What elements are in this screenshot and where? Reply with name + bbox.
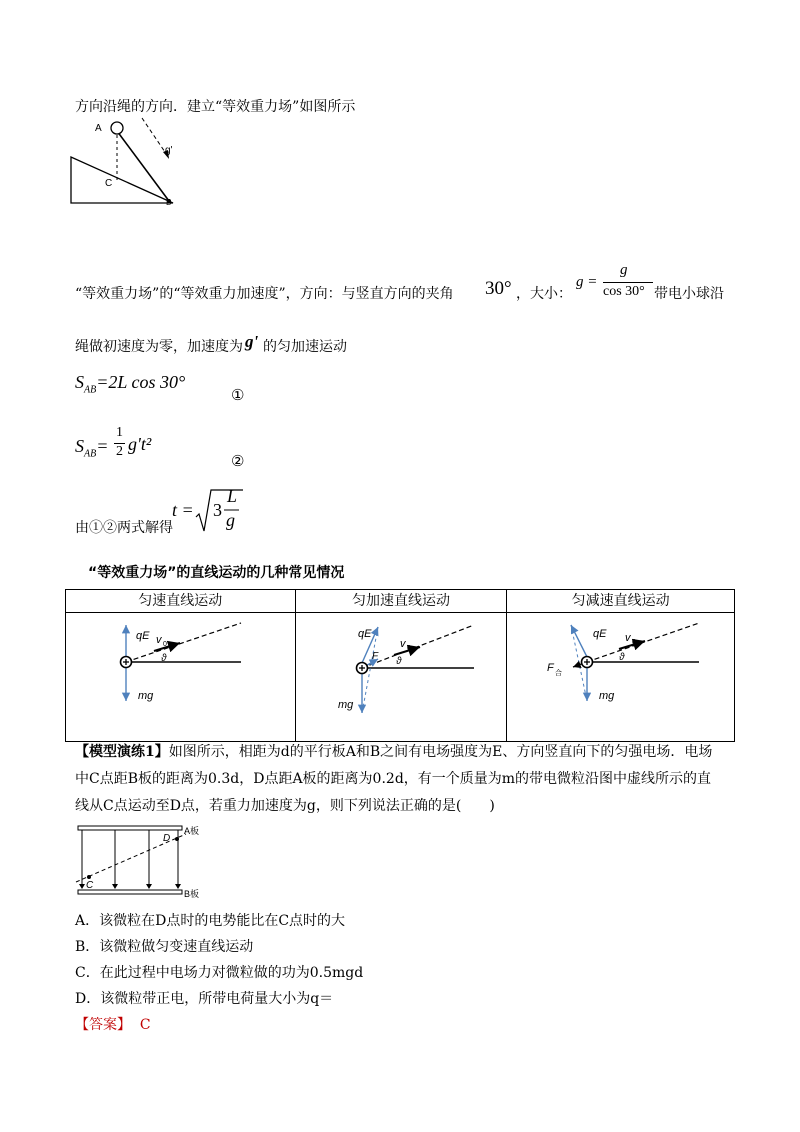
svg-text:0: 0 [406, 645, 411, 652]
header-accelerating: 匀加速直线运动 [295, 590, 507, 613]
option-b: B．该微粒做匀变速直线运动 [75, 939, 254, 955]
svg-text:mg: mg [337, 699, 353, 711]
figure-decelerating [507, 613, 735, 742]
label-a: A [95, 123, 102, 134]
svg-text:qE: qE [136, 630, 150, 642]
label-g-prime: g' [165, 145, 173, 156]
fraction-bar [603, 282, 653, 283]
svg-text:ϑ: ϑ [619, 652, 625, 663]
angle-value: 30° [485, 278, 512, 299]
svg-text:qE: qE [593, 628, 607, 640]
formula-denominator: cos 30° [603, 284, 645, 299]
section-title: “等效重力场”的直线运动的几种常见情况 [88, 565, 345, 581]
root-denominator: g [226, 510, 235, 530]
equiv-line-part3: 带电小球沿 [654, 286, 724, 302]
equivalent-gravity-figure [65, 115, 195, 210]
svg-text:ϑ: ϑ [161, 653, 167, 664]
motion-line-before: 绳做初速度为零，加速度为 [75, 339, 243, 355]
figure-accelerating [295, 613, 507, 742]
half-numerator: 1 [116, 425, 123, 440]
equation-2-mark: ② [231, 452, 245, 470]
option-a: A．该微粒在D点时的电势能比在C点时的大 [75, 913, 346, 929]
equation-2-rhs: g't² [128, 434, 152, 454]
intro-line: 方向沿绳的方向．建立“等效重力场”如图所示 [75, 99, 356, 115]
svg-text:0: 0 [163, 641, 167, 648]
equiv-line-part1: “等效重力场”的“等效重力加速度”，方向：与竖直方向的夹角 [75, 286, 454, 302]
equiv-line-part2: ，大小： [516, 286, 572, 302]
svg-text:mg: mg [138, 690, 154, 702]
header-decelerating: 匀减速直线运动 [507, 590, 735, 613]
problem-tag: 【模型演练1】 [75, 744, 169, 760]
problem-line-2: 中C点距B板的距离为0.3d，D点距A板的距离为0.2d，有一个质量为m的带电微粒沿图中虚线所示的直 [75, 771, 712, 787]
answer-value: C [139, 1017, 151, 1033]
solve-text: 由①②两式解得 [75, 520, 173, 536]
svg-text:v: v [156, 634, 162, 646]
label-c: C [105, 178, 113, 189]
svg-text:0: 0 [632, 639, 637, 646]
svg-text:v: v [399, 638, 406, 650]
answer-line [75, 1015, 151, 1035]
cases-table [65, 589, 735, 742]
header-uniform: 匀速直线运动 [66, 590, 296, 613]
formula-lhs: g = [576, 274, 598, 290]
equation-2-lhs: $S_{AB}=$ [75, 436, 109, 460]
option-d: D．该微粒带正电，所带电荷量大小为q＝ [75, 991, 334, 1007]
option-c: C．在此过程中电场力对微粒做的功为0.5mgd [75, 965, 364, 981]
solve-lhs: t = [172, 500, 194, 520]
label-b: B [166, 198, 172, 207]
figure-uniform [66, 613, 296, 742]
svg-text:D: D [163, 833, 171, 844]
motion-line-after: 的匀加速运动 [263, 339, 347, 355]
svg-text:A板: A板 [184, 826, 200, 836]
ball-icon [111, 122, 123, 134]
problem-line-1: 【模型演练1】如图所示，相距为d的平行板A和B之间有电场强度为E、方向竖直向下的匀强电场．电场 [75, 744, 713, 760]
svg-text:B板: B板 [184, 889, 200, 899]
problem-line-3: 线从C点运动至D点，若重力加速度为g，则下列说法正确的是( ) [75, 798, 495, 814]
svg-text:ϑ: ϑ [395, 656, 402, 667]
half-denominator: 2 [116, 444, 123, 459]
equation-1-mark: ① [231, 386, 245, 404]
answer-label: 【答案】 [75, 1017, 131, 1033]
svg-text:合: 合 [555, 670, 563, 677]
svg-text:F: F [371, 651, 378, 662]
parallel-plates-figure [70, 822, 220, 900]
equation-1: $S_{AB}=2L$ cos 30° [75, 372, 186, 396]
svg-text:v: v [625, 632, 631, 644]
svg-text:F: F [547, 662, 555, 674]
svg-text:mg: mg [599, 690, 615, 702]
svg-text:qE: qE [357, 628, 372, 640]
motion-symbol: g' [245, 332, 259, 351]
root-numerator: L [227, 486, 238, 506]
root-coef: 3 [213, 500, 222, 520]
svg-text:C: C [86, 880, 94, 891]
formula-numerator: g [620, 262, 628, 278]
